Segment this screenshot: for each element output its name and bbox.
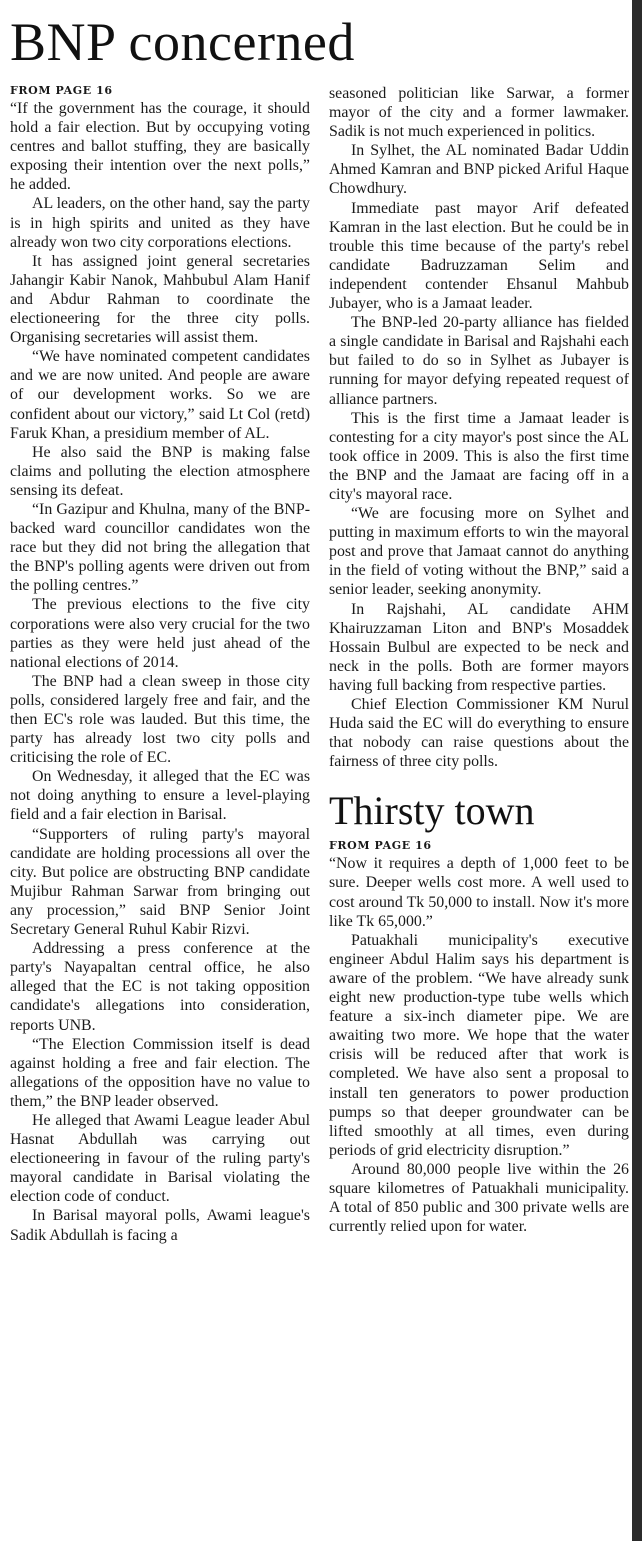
article-paragraph: Chief Election Commissioner KM Nurul Huda said the EC will do everything to ensure that nobody can raise questions about the fairness of three city polls. [329,696,629,771]
article-paragraph: Patuakhali municipality's executive engineer Abdul Halim says his department is aware of the problem. “We have already sunk eight new production-type tube wells which feature a six-inch diameter pipe. We are awaiting two more. We hope that the water crisis will be reduced after that work is completed. We have also sent a proposal to install ten generators to power production pumps so that deeper groundwater can be lifted smoothly at all times, even during periods of grid electricity disruption.” [329,931,629,1159]
article-paragraph: He alleged that Awami League leader Abul Hasnat Abdullah was carrying out electioneering in favour of the ruling party's mayoral candidate in Barisal violating the election code of conduct. [10,1111,310,1206]
article-paragraph: He also said the BNP is making false claims and polluting the election atmosphere sensing its defeat. [10,443,310,499]
article-paragraph: Addressing a press conference at the party's Nayapaltan central office, he also alleged that the EC is not taking opposition candidate's allegations into consideration, reports UNB. [10,940,310,1034]
article-paragraph: seasoned politician like Sarwar, a former mayor of the city and a former lawmaker. Sadik is not much experienced in politics. [329,85,629,141]
article-paragraph: “If the government has the courage, it should hold a fair election. But by occupying voting centres and ballot stuffing, they are basically exposing their intention over the next polls,” he added. [10,100,310,194]
article-paragraph: It has assigned joint general secretaries Jahangir Kabir Nanok, Mahbubul Alam Hanif and Abdur Rahman to coordinate the electioneering for the three city polls. Organising secretaries will assist them. [10,252,310,347]
from-page-label: FROM PAGE 16 [329,839,432,853]
article-paragraph: The previous elections to the five city corporations were also very crucial for the two parties as they were held just ahead of the national elections of 2014. [10,596,310,671]
article-paragraph: “Now it requires a depth of 1,000 feet to be sure. Deeper wells cost more. A well used to cost around Tk 50,000 to install. Now it's more like Tk 65,000.” [329,855,629,930]
article-paragraph: On Wednesday, it alleged that the EC was not doing anything to ensure a level-playing field and a fair election in Barisal. [10,768,310,824]
headline-bnp-concerned: BNP concerned [10,12,355,72]
article-paragraph: This is the first time a Jamaat leader is contesting for a city mayor's post since the AL took office in 2009. This is also the first time the BNP and the Jamaat are facing off in a city's mayoral race. [329,409,629,503]
article-paragraph: “We have nominated competent candidates and we are now united. And people are aware of our development works. So we are confident about our victory,” said Lt Col (retd) Faruk Khan, a presidium member of AL. [10,348,310,442]
article-paragraph: In Rajshahi, AL candidate AHM Khairuzzaman Liton and BNP's Mosaddek Hossain Bulbul are expected to be neck and neck in the polls. Both are former mayors having full backing from respective parties. [329,600,629,694]
article-paragraph: “Supporters of ruling party's mayoral candidate are holding processions all over the city. But police are obstructing BNP candidate Mujibur Rahman Sarwar from bringing out any procession,” said BNP Senior Joint Secretary General Ruhul Kabir Rizvi. [10,825,310,939]
article-paragraph: “The Election Commission itself is dead against holding a free and fair election. The allegations of the opposition have no value to them,” the BNP leader observed. [10,1035,310,1110]
article-paragraph: AL leaders, on the other hand, say the party is in high spirits and united as they have already won two city corporations elections. [10,195,310,251]
headline-thirsty-town: Thirsty town [329,788,535,834]
article-paragraph: In Sylhet, the AL nominated Badar Uddin Ahmed Kamran and BNP picked Ariful Haque Chowdhury. [329,142,629,198]
article-paragraph: “In Gazipur and Khulna, many of the BNP-backed ward councillor candidates won the race but they did not bring the allegation that the BNP's polling agents were driven out from the polling centres.” [10,500,310,595]
from-page-label: FROM PAGE 16 [10,84,113,97]
article-paragraph: “We are focusing more on Sylhet and putting in maximum efforts to win the mayoral post and prove that Jamaat cannot do anything in the field of voting without the BNP,” said a senior leader, seeking anonymity. [329,505,629,599]
article-paragraph: In Barisal mayoral polls, Awami league's Sadik Abdullah is facing a [10,1207,310,1244]
article-paragraph: The BNP-led 20-party alliance has fielded a single candidate in Barisal and Rajshahi each but failed to do so in Sylhet as Jubayer is running for mayor defying repeated request of alliance partners. [329,314,629,408]
article-paragraph: Immediate past mayor Arif defeated Kamran in the last election. But he could be in trouble this time because of the party's rebel candidate Badruzzaman Selim and independent contender Ehsanul Mahbub Jubayer, who is a Jamaat leader. [329,199,629,313]
article-paragraph: Around 80,000 people live within the 26 square kilometres of Patuakhali municipality. A total of 850 public and 300 private wells are currently relied upon for water. [329,1160,629,1236]
column-right [329,84,629,1236]
page-edge-bar [632,0,642,1541]
column-left [10,84,310,1245]
article-paragraph: The BNP had a clean sweep in those city polls, considered largely free and fair, and the then EC's role was lauded. But this time, the party has already lost two city polls and criticising the role of EC. [10,672,310,767]
